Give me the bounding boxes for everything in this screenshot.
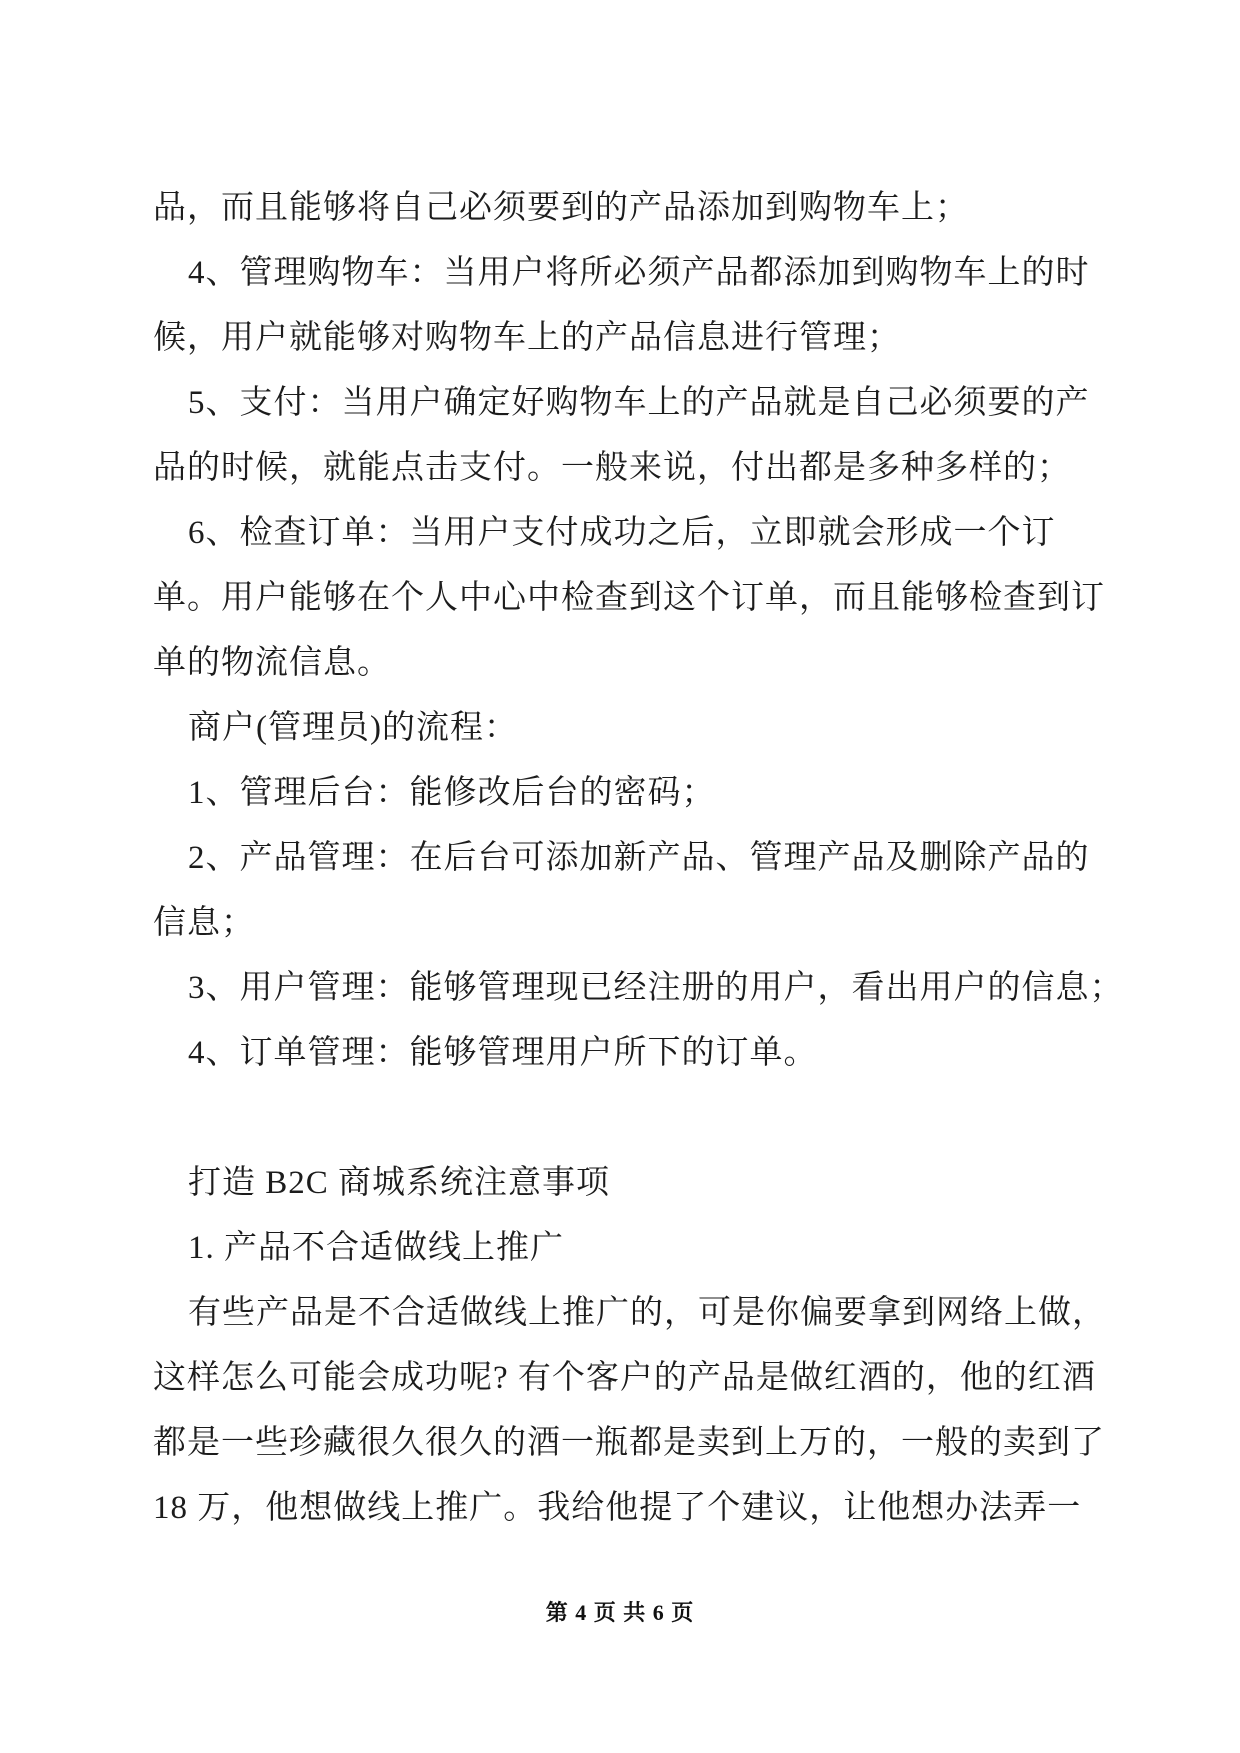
text-line: 1、管理后台：能修改后台的密码； bbox=[188, 775, 716, 811]
text-line: 18 万，他想做线上推广。我给他提了个建议，让他想办法弄一 bbox=[153, 1490, 1082, 1526]
text-line: 2、产品管理：在后台可添加新产品、管理产品及删除产品的 bbox=[188, 840, 1090, 876]
page-footer bbox=[0, 1596, 1240, 1630]
text-line: 信息； bbox=[153, 905, 255, 941]
text-line: 6、检查订单：当用户支付成功之后，立即就会形成一个订 bbox=[188, 515, 1056, 551]
text-line: 3、用户管理：能够管理现已经注册的用户，看出用户的信息； bbox=[188, 970, 1124, 1006]
text-line: 有些产品是不合适做线上推广的，可是你偏要拿到网络上做， bbox=[188, 1295, 1106, 1331]
text-line: 候，用户就能够对购物车上的产品信息进行管理； bbox=[153, 320, 901, 356]
empty-line bbox=[153, 1086, 1103, 1151]
text-line: 这样怎么可能会成功呢? 有个客户的产品是做红酒的，他的红酒 bbox=[153, 1360, 1096, 1396]
document-body bbox=[153, 176, 1124, 1541]
text-line: 品的时候，就能点击支付。一般来说，付出都是多种多样的； bbox=[153, 450, 1071, 486]
text-line: 都是一些珍藏很久很久的酒一瓶都是卖到上万的，一般的卖到了 bbox=[153, 1425, 1105, 1461]
text-line: 商户(管理员)的流程： bbox=[188, 710, 518, 746]
text-line: 4、管理购物车：当用户将所必须产品都添加到购物车上的时 bbox=[188, 255, 1090, 291]
text-line: 品，而且能够将自己必须要到的产品添加到购物车上； bbox=[153, 190, 969, 226]
text-line: 单的物流信息。 bbox=[153, 645, 391, 681]
text-line: 4、订单管理：能够管理用户所下的订单。 bbox=[188, 1035, 818, 1071]
page-number-text: 第 4 页 共 6 页 bbox=[545, 1600, 695, 1625]
text-line: 1. 产品不合适做线上推广 bbox=[188, 1230, 564, 1266]
text-line: 打造 B2C 商城系统注意事项 bbox=[188, 1165, 611, 1201]
text-line: 5、支付：当用户确定好购物车上的产品就是自己必须要的产 bbox=[188, 385, 1090, 421]
text-line: 单。用户能够在个人中心中检查到这个订单，而且能够检查到订 bbox=[153, 580, 1105, 616]
